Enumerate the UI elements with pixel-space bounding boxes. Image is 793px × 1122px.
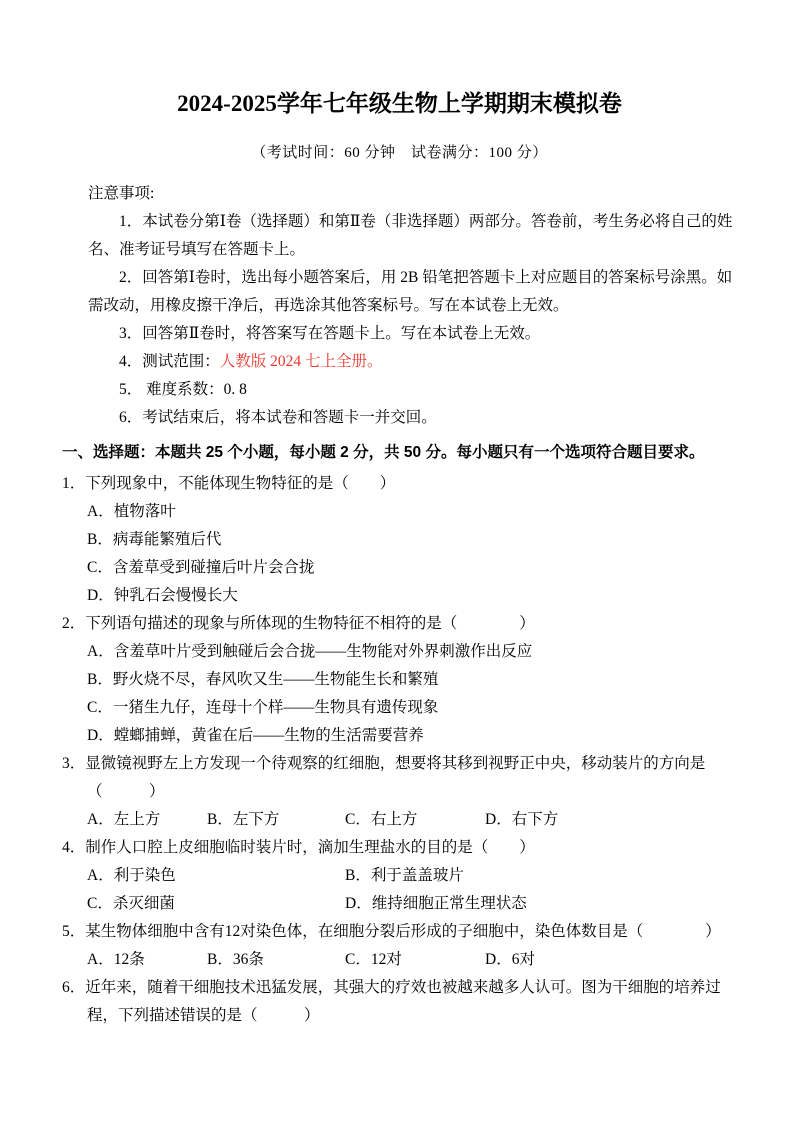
notice-item-2	[88, 264, 737, 320]
question-1-option-d: D．钟乳石会慢慢长大	[87, 587, 238, 604]
question-4-option-a: A．利于染色	[87, 867, 176, 884]
question-1-option-c: C．含羞草受到碰撞后叶片会合拢	[87, 559, 315, 576]
notices-heading: 注意事项:	[88, 185, 155, 202]
question-5-stem: 5．某生物体细胞中含有12对染色体，在细胞分裂后形成的子细胞中，染色体数目是（ ）	[62, 923, 721, 940]
question-1-option-b: B．病毒能繁殖后代	[87, 531, 222, 548]
question-3-option-a: A．左上方	[87, 811, 161, 828]
question-6	[62, 974, 737, 1030]
question-3-option-c: C．右上方	[345, 811, 418, 828]
question-4-options	[87, 862, 737, 918]
question-3	[62, 750, 737, 834]
question-6-stem: 6．近年来，随着干细胞技术迅猛发展，其强大的疗效也被越来越多人认可。图为干细胞的培养过程，下列描述错误的是（ ）	[62, 979, 721, 1024]
question-5-option-a: A．12条	[87, 951, 145, 968]
question-2-option-d: D．螳螂捕蝉，黄雀在后——生物的生活需要营养	[87, 727, 424, 744]
section-1-header: 一、选择题：本题共 25 个小题，每小题 2 分，共 50 分。每小题只有一个选项符合题目要求。	[62, 444, 705, 461]
question-1-option-a: A．植物落叶	[87, 503, 176, 520]
question-2-stem: 2．下列语句描述的现象与所体现的生物特征不相符的是（ ）	[62, 615, 535, 632]
question-3-stem: 3．显微镜视野左上方发现一个待观察的红细胞，想要将其移到视野正中央，移动装片的方向是（ ）	[62, 755, 706, 800]
notice-item-5	[88, 376, 737, 404]
question-1	[62, 470, 737, 610]
notice-item-2-text: 2．回答第Ⅰ卷时，选出每小题答案后，用 2B 铅笔把答题卡上对应题目的答案标号涂黑。如需改动，用橡皮擦干净后，再选涂其他答案标号。写在本试卷上无效。	[88, 269, 733, 314]
question-4-option-c: C．杀灭细菌	[87, 895, 175, 912]
question-4	[62, 834, 737, 918]
question-4-option-d: D．维持细胞正常生理状态	[345, 895, 527, 912]
question-1-options	[87, 498, 737, 610]
notice-item-5-text: 5． 难度系数：0. 8	[119, 381, 247, 398]
page-title: 2024-2025学年七年级生物上学期期末模拟卷	[177, 91, 622, 116]
questions-list	[62, 470, 737, 1030]
question-2	[62, 610, 737, 750]
exam-info-line: （考试时间：60 分钟 试卷满分：100 分）	[251, 145, 548, 161]
question-2-option-a: A．含羞草叶片受到触碰后会合拢——生物能对外界刺激作出反应	[87, 643, 533, 660]
question-5-options	[87, 946, 737, 974]
question-1-stem: 1．下列现象中，不能体现生物特征的是（ ）	[62, 475, 396, 492]
notice-item-6-text: 6．考试结束后，将本试卷和答题卡一并交回。	[119, 409, 437, 426]
notice-item-3	[88, 320, 737, 348]
question-5	[62, 918, 737, 974]
notice-item-3-text: 3．回答第Ⅱ卷时，将答案写在答题卡上。写在本试卷上无效。	[119, 325, 541, 342]
notice-item-4-highlight: 人教版 2024 七上全册。	[219, 353, 383, 370]
question-4-stem: 4．制作人口腔上皮细胞临时装片时，滴加生理盐水的目的是（ ）	[62, 839, 535, 856]
notice-item-6	[88, 404, 737, 432]
question-5-option-d: D．6对	[485, 951, 535, 968]
question-3-option-d: D．右下方	[485, 811, 559, 828]
question-3-option-b: B．左下方	[207, 811, 280, 828]
question-2-options	[87, 638, 737, 750]
notices-block	[88, 180, 737, 432]
question-3-options	[87, 806, 737, 834]
notice-item-1	[88, 208, 737, 264]
notice-item-1-text: 1．本试卷分第Ⅰ卷（选择题）和第Ⅱ卷（非选择题）两部分。答卷前，考生务必将自己的姓名、准考证号填写在答题卡上。	[88, 213, 733, 258]
question-5-option-c: C．12对	[345, 951, 402, 968]
notice-item-4	[88, 348, 737, 376]
question-2-option-c: C．一猪生九仔，连母十个样——生物具有遗传现象	[87, 699, 439, 716]
question-4-option-b: B．利于盖盖玻片	[345, 867, 464, 884]
question-2-option-b: B．野火烧不尽，春风吹又生——生物能生长和繁殖	[87, 671, 439, 688]
question-5-option-b: B．36条	[207, 951, 264, 968]
notice-item-4-text: 4．测试范围：	[119, 353, 220, 370]
